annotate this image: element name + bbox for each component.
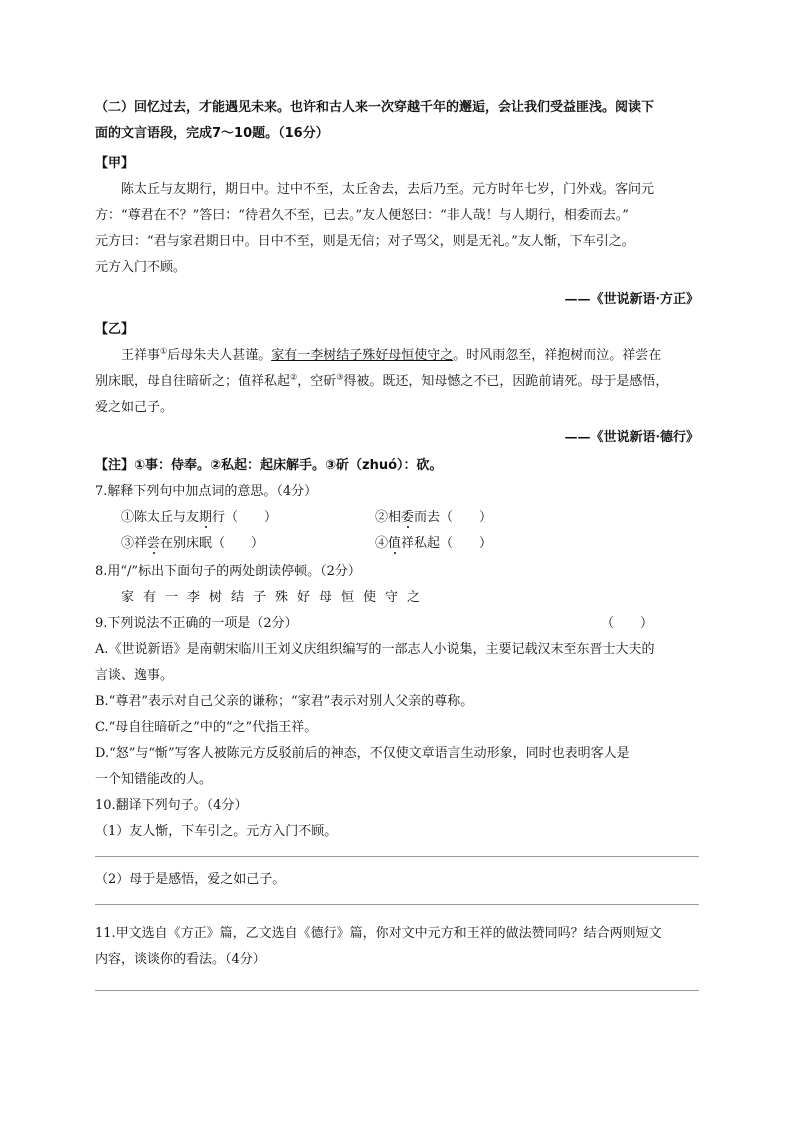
answer-line-3[interactable] [95, 990, 699, 991]
jia-line-4: 元方入门不顾。 [95, 260, 187, 275]
q7-title: 7.解释下列句中加点词的意思。（4分） [95, 484, 318, 499]
answer-line-1[interactable] [95, 856, 699, 857]
answer-line-2[interactable] [95, 904, 699, 905]
q10-sentence-1: （1）友人惭，下车引之。元方入门不顾。 [95, 824, 338, 839]
yi-line-1: 王祥事①后母朱夫人甚谨。家有一李树结子殊好母恒使守之。时风雨忽至，祥抱树而泣。祥尝在 [121, 346, 662, 363]
q10-title: 10.翻译下列句子。（4分） [95, 798, 248, 813]
intro-line-1: （二）回忆过去，才能遇见未来。也许和古人来一次穿越千年的邂逅，会让我们受益匪浅。阅读下 [95, 100, 655, 115]
yi-line-2: 别床眠，母自往暗斫之；值祥私起②，空斫③得被。既还，知母憾之不已，因跪前请死。母于是感悟， [95, 372, 669, 389]
q11-line-1: 11.甲文选自《方正》篇，乙文选自《德行》篇，你对文中元方和王祥的做法赞同吗？结合两则短文 [95, 926, 662, 941]
underlined-sentence: 家有一李树结子殊好母恒使守之 [271, 348, 454, 363]
note: 【注】①事：侍奉。②私起：起床解手。③斫（zhuó）：砍。 [95, 458, 443, 473]
q9-option-d-2: 一个知错能改的人。 [95, 772, 213, 787]
q9-option-c: C.“母自往暗斫之”中的“之”代指王祥。 [95, 720, 318, 735]
q11-line-2: 内容，谈谈你的看法。（4分） [95, 952, 266, 967]
q8-title: 8.用“/”标出下面句子的两处朗读停顿。（2分） [95, 564, 361, 579]
q7-item-2: ②相委而去（ ） [375, 510, 493, 525]
q9-option-b: B.“尊君”表示对自己父亲的谦称；“家君”表示对别人父亲的尊称。 [95, 694, 474, 709]
q8-sentence: 家有一李树结子殊好母恒使守之 [121, 590, 430, 605]
q9-option-d-1: D.“怒”与“惭”写客人被陈元方反驳前后的神态，不仅使文章语言生动形象，同时也表明客人是 [95, 746, 630, 761]
jia-line-3: 元方曰：“君与家君期日中。日中不至，则是无信；对子骂父，则是无礼。”友人惭，下车引之。 [95, 234, 635, 249]
intro-line-2: 面的文言语段，完成7～10题。（16分） [95, 126, 329, 141]
jia-label: 【甲】 [95, 156, 135, 171]
q7-item-3: ③祥尝在别床眠（ ） [121, 536, 265, 551]
q7-item-4: ④值祥私起（ ） [375, 536, 493, 551]
q9-answer-bracket[interactable]: （ ） [601, 616, 654, 631]
yi-line-3: 爱之如己子。 [95, 400, 174, 415]
q10-sentence-2: （2）母于是感悟，爱之如己子。 [95, 872, 286, 887]
q7-item-1: ①陈太丘与友期行（ ） [121, 510, 278, 525]
q9-option-a-2: 言谈、逸事。 [95, 668, 174, 683]
jia-source: ——《世说新语·方正》 [564, 292, 699, 307]
jia-line-2: 方：“尊君在不？”答曰：“待君久不至，已去。”友人便怒曰：“非人哉！与人期行，相委而去。” [95, 208, 629, 223]
q9-title: 9.下列说法不正确的一项是（2分） [95, 616, 298, 631]
jia-line-1: 陈太丘与友期行，期日中。过中不至，太丘舍去，去后乃至。元方时年七岁，门外戏。客问元 [121, 182, 655, 197]
q9-option-a-1: A.《世说新语》是南朝宋临川王刘义庆组织编写的一部志人小说集，主要记载汉末至东晋士大夫的 [95, 642, 655, 657]
yi-label: 【乙】 [95, 322, 135, 337]
yi-source: ——《世说新语·德行》 [564, 430, 699, 445]
